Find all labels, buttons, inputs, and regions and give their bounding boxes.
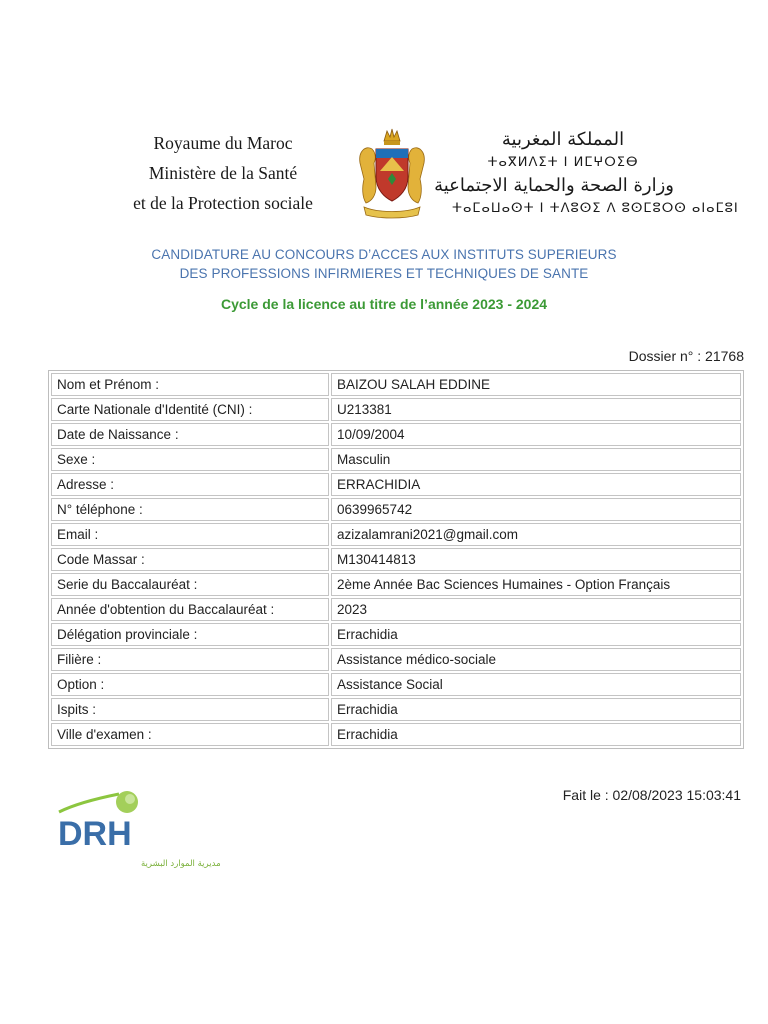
cycle-subtitle: Cycle de la licence au titre de l’année 2023 - 2024 — [220, 296, 548, 312]
table-row — [51, 598, 741, 621]
field-value: Errachidia — [331, 623, 741, 646]
title-line-2: DES PROFESSIONS INFIRMIERES ET TECHNIQUES DE SANTE — [179, 266, 589, 281]
field-label: Email : — [51, 523, 329, 546]
field-label: Option : — [51, 673, 329, 696]
field-label: Délégation provinciale : — [51, 623, 329, 646]
table-row — [51, 423, 741, 446]
dossier-number: Dossier n° : 21768 — [628, 348, 744, 364]
table-row — [51, 448, 741, 471]
field-label: Année d'obtention du Baccalauréat : — [51, 598, 329, 621]
field-label: Sexe : — [51, 448, 329, 471]
kingdom-arabic: المملكة المغربية — [501, 129, 625, 150]
table-row — [51, 473, 741, 496]
candidate-info-table — [48, 370, 744, 749]
field-value: 10/09/2004 — [331, 423, 741, 446]
field-label: Adresse : — [51, 473, 329, 496]
royal-emblem-icon — [354, 127, 430, 219]
field-label: N° téléphone : — [51, 498, 329, 521]
field-label: Serie du Baccalauréat : — [51, 573, 329, 596]
document-title — [0, 245, 768, 283]
field-label: Code Massar : — [51, 548, 329, 571]
table-row — [51, 398, 741, 421]
field-value: azizalamrani2021@gmail.com — [331, 523, 741, 546]
table-row — [51, 623, 741, 646]
field-label: Date de Naissance : — [51, 423, 329, 446]
field-value: Assistance médico-sociale — [331, 648, 741, 671]
table-row — [51, 698, 741, 721]
field-label: Nom et Prénom : — [51, 373, 329, 396]
field-label: Carte Nationale d'Identité (CNI) : — [51, 398, 329, 421]
table-row — [51, 373, 741, 396]
drh-logo-text: DRH — [58, 815, 132, 853]
kingdom-tifinagh: ⵜⴰⴳⵍⴷⵉⵜ ⵏ ⵍⵎⵖⵔⵉⴱ — [487, 155, 639, 170]
table-row — [51, 673, 741, 696]
table-row — [51, 498, 741, 521]
table-row — [51, 573, 741, 596]
ministry-name-ar — [434, 128, 739, 220]
field-value: BAIZOU SALAH EDDINE — [331, 373, 741, 396]
field-value: 2023 — [331, 598, 741, 621]
field-value: Assistance Social — [331, 673, 741, 696]
field-value: Errachidia — [331, 698, 741, 721]
field-value: M130414813 — [331, 548, 741, 571]
field-value: 0639965742 — [331, 498, 741, 521]
drh-logo-icon — [55, 790, 221, 876]
ministry-tifinagh: ⵜⴰⵎⴰⵡⴰⵙⵜ ⵏ ⵜⴷⵓⵙⵉ ⴷ ⵓⵙⵎⵓⵔⵙ ⴰⵏⴰⵎⵓⵏ — [452, 201, 739, 216]
ministry-arabic: وزارة الصحة والحماية الاجتماعية — [434, 175, 674, 196]
field-value: U213381 — [331, 398, 741, 421]
field-label: Ispits : — [51, 698, 329, 721]
drh-logo-subtitle: مديرية الموارد البشرية — [141, 859, 221, 869]
table-row — [51, 723, 741, 746]
table-row — [51, 523, 741, 546]
table-row — [51, 548, 741, 571]
ministry-name-fr — [108, 128, 338, 218]
field-label: Filière : — [51, 648, 329, 671]
field-value: Masculin — [331, 448, 741, 471]
ministry-line: Ministère de la Santé — [148, 163, 298, 183]
title-line-1: CANDIDATURE AU CONCOURS D’ACCES AUX INSTITUTS SUPERIEURS — [151, 247, 617, 262]
field-value: ERRACHIDIA — [331, 473, 741, 496]
ministry-line-2: et de la Protection sociale — [133, 193, 313, 213]
table-row — [51, 648, 741, 671]
field-label: Ville d'examen : — [51, 723, 329, 746]
issue-date: Fait le : 02/08/2023 15:03:41 — [562, 787, 741, 803]
field-value: Errachidia — [331, 723, 741, 746]
field-value: 2ème Année Bac Sciences Humaines - Option Français — [331, 573, 741, 596]
kingdom-line: Royaume du Maroc — [153, 133, 293, 153]
